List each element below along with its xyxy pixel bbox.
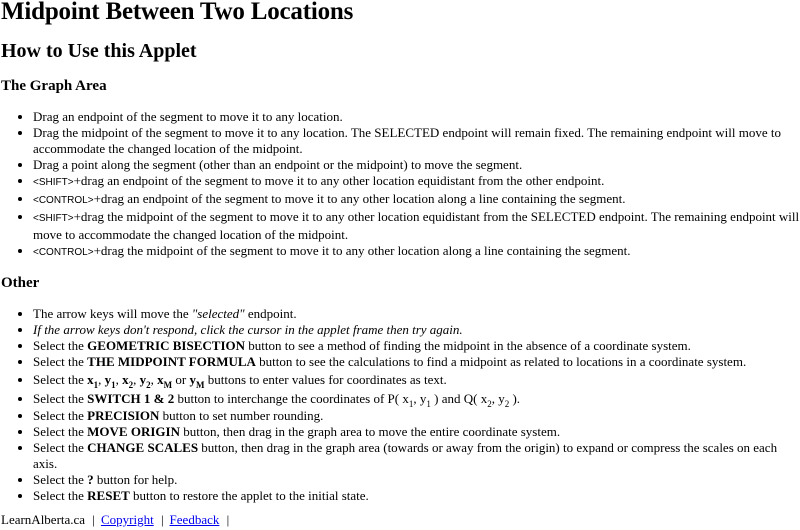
list-item: • Select the RESET button to restore the applet to the initial state. [33,488,800,504]
control-key-label: <CONTROL> [33,195,94,206]
graph-area-heading: The Graph Area [1,78,107,94]
list-item: • <CONTROL>+drag the midpoint of the segment to move it to any other location along a line containing the segment. [33,243,800,261]
list-item: • Select the GEOMETRIC BISECTION button to see a method of finding the midpoint in the absence of a coordinate system. [33,338,800,354]
list-item: • Select the PRECISION button to set number rounding. [33,408,800,424]
footer-separator: | [160,512,164,527]
list-item: • Drag a point along the segment (other than an endpoint or the midpoint) to move the segment. [33,157,800,173]
move-origin-label: MOVE ORIGIN [87,424,180,439]
coord-label-x2: $x_2$ [122,372,134,390]
coord-label-ym: $y_M$ [189,372,205,390]
list-item: • Select the THE MIDPOINT FORMULA button to see the calculations to find a midpoint as related to locations in a coordinate system. [33,354,800,370]
switch-label: SWITCH 1 & 2 [87,391,175,406]
list-item: • Select the ? button for help. [33,472,800,488]
footer-separator: | [92,512,95,527]
help-label: ? [87,472,94,487]
change-scales-label: CHANGE SCALES [87,440,199,455]
page-title: Midpoint Between Two Locations [1,0,354,25]
footer [1,512,800,528]
list-item: • Select the $x_1$, $y_1$, $x_2$, $y_2$, $x_M$ or $y_M$ buttons to enter values for coordinates as text. [33,370,800,389]
coord-label-y2: $y_2$ [139,372,151,390]
other-heading: Other [1,275,40,291]
list-item: • <CONTROL>+drag an endpoint of the segment to move it to any other location along a line containing the segment. [33,191,800,209]
list-item: • Drag an endpoint of the segment to move it to any location. [33,109,800,125]
shift-key-label: <SHIFT> [33,177,74,188]
arrow-hint: If the arrow keys don't respond, click the cursor in the applet frame then try again. [33,322,463,337]
list-item: • <SHIFT>+drag an endpoint of the segment to move it to any other location equidistant from the other endpoint. [33,173,800,191]
footer-separator: | [226,512,230,527]
feedback-link[interactable]: Feedback [169,512,220,527]
list-item: • The arrow keys will move the "selected" endpoint. [33,306,800,322]
graph-area-list [1,109,800,261]
coord-label-y1: $y_1$ [104,372,116,390]
midpoint-formula-label: THE MIDPOINT FORMULA [87,354,256,369]
list-item: • Drag the midpoint of the segment to move it to any location. The SELECTED endpoint will remain fixed. The remaining endpoint will move to accommodate the changed location of the midpoint. [33,125,800,157]
reset-label: RESET [87,488,130,503]
other-list [1,306,800,504]
precision-label: PRECISION [87,408,160,423]
control-key-label: <CONTROL> [33,247,94,258]
geometric-bisection-label: GEOMETRIC BISECTION [87,338,245,353]
list-item: • <SHIFT>+drag the midpoint of the segment to move it to any other location equidistant from the SELECTED endpoint. The remaining endpoint will move to accommodate the changed location of the midpoint. [33,209,800,243]
copyright-link[interactable]: Copyright [100,512,154,527]
page-subtitle: How to Use this Applet [1,40,197,62]
shift-key-label: <SHIFT> [33,213,74,224]
site-name: LearnAlberta.ca [1,512,86,527]
list-item: • Select the CHANGE SCALES button, then drag in the graph area (towards or away from the origin) to expand or compress the scales on each axis. [33,440,800,472]
list-item [33,322,800,338]
coord-label-x1: $x_1$ [87,372,99,390]
list-item: • Select the SWITCH 1 & 2 button to interchange the coordinates of P( $x_1$, $y_1$ ) and Q( $x_2$, $y_2$ ). [33,389,800,408]
list-item: • Select the MOVE ORIGIN button, then drag in the graph area to move the entire coordinate system. [33,424,800,440]
selected-emphasis: "selected" [191,306,245,321]
coord-label-xm: $x_M$ [157,372,173,390]
